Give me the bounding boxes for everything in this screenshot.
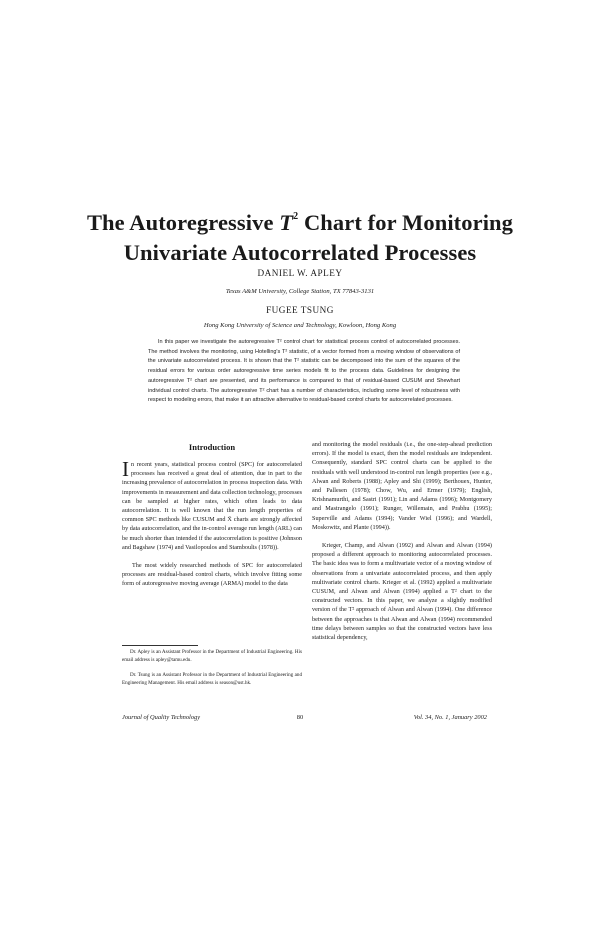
- author-name: FUGEE TSUNG: [266, 305, 334, 315]
- footnote-divider: [122, 645, 198, 646]
- title-superscript: 2: [293, 211, 299, 222]
- paper-title: [80, 208, 520, 268]
- title-line-1: The Autoregressive $T^2$ Chart for Monitoring: [86, 210, 514, 235]
- section-heading-introduction: Introduction: [188, 442, 236, 452]
- body-paragraph: The most widely researched methods of SPC for autocorrelated processes are residual-based control charts, which involve fitting some form of autoregressive moving average (ARMA) model to the data: [122, 562, 302, 588]
- body-paragraph: Krieger, Champ, and Alwan (1992) and Alwan and Alwan (1994) proposed a different approach to monitoring autocorrelated processes. The basic idea was to form a multivariate vector of a moving window of observations from a univariate autocorrelated process, and then apply multivariate control charts. Krieger et al. (1992) applied a multivariate CUSUM, and Alwan and Alwan (1994) applied a T² chart to the constructed vectors. In this paper, we analyze a slightly modified version of the T² approach of Alwan and Alwan (1994). One difference between the approaches is that Alwan and Alwan (1994) recommended time delays between samples so that the constructed vectors have less statistical dependency,: [312, 542, 492, 642]
- title-variable: T: [279, 210, 294, 235]
- left-column: [122, 440, 302, 589]
- footnote: Dr. Apley is an Assistant Professor in the Department of Industrial Engineering. His email address is apley@tamu.edu.: [122, 649, 302, 663]
- author-affiliation: Hong Kong University of Science and Technology, Kowloon, Hong Kong: [203, 322, 397, 329]
- drop-cap: I: [122, 457, 129, 481]
- footer-journal: Journal of Quality Technology: [122, 714, 201, 721]
- footnote: Dr. Tsung is an Assistant Professor in the Department of Industrial Engineering and Engineering Management. His email address is season@ust.hk.: [122, 672, 302, 686]
- footer-volume: Vol. 34, No. 1, January 2002: [413, 714, 487, 721]
- right-column: [312, 440, 492, 642]
- abstract: In this paper we investigate the autoregressive T² control chart for statistical process control of autocorrelated processes. The method involves the monitoring, using Hotelling's T² statistic, of a vector formed from a moving window of observations of the univariate autocorrelated process. It is shown that the T² statistic can be decomposed into the sum of the squares of the residual errors for various order autoregressive time series models fit to the process data. Guidelines for designing the autoregressive T² chart are presented, and its performance is compared to that of residual-based CUSUM and Shewhart individual control charts. The autoregressive T² chart has a number of characteristics, including some level of robustness with respect to modeling errors, that make it an attractive alternative to residual-based control charts for autocorrelated processes.: [148, 339, 460, 404]
- body-paragraph: In recent years, statistical process control (SPC) for autocorrelated processes has received a great deal of attention, due in part to the increasing prevalence of autocorrelation in process inspection data. With improvements in measurement and data collection technology, processes can be sampled at higher rates, which often leads to data autocorrelation. It is well known that the run length properties of common SPC methods like CUSUM and X̄ charts are strongly affected by data autocorrelation, and the in-control average run length (ARL) can be much shorter than intended if the autocorrelation is positive (Johnson and Bagshaw (1974) and Vasilopoulos and Stamboulis (1978)).: [122, 457, 303, 551]
- footer-page-number: 80: [296, 714, 304, 721]
- title-line-2: Univariate Autocorrelated Processes: [123, 240, 477, 265]
- body-paragraph: and monitoring the model residuals (i.e., the one-step-ahead prediction errors). If the model is exact, then the model residuals are independent. Consequently, standard SPC control charts can be applied to the residuals with well understood in-control run length properties (see e.g., Alwan and Roberts (1988); Apley and Shi (1999); Berthouex, Hunter, and Pallesen (1978); Chow, Wu, and Ermer (1979); English, Krishnamurthi, and Sastri (1991); Lin and Adams (1996); Montgomery and Mastrangelo (1991); Runger, Willemain, and Prabhu (1995); Superville and Adams (1994); Vander Wiel (1996); and Wardell, Moskowitz, and Plante (1994)).: [312, 441, 492, 531]
- author-affiliation: Texas A&M University, College Station, TX 77843-3131: [225, 288, 375, 295]
- author-name: DANIEL W. APLEY: [257, 268, 343, 278]
